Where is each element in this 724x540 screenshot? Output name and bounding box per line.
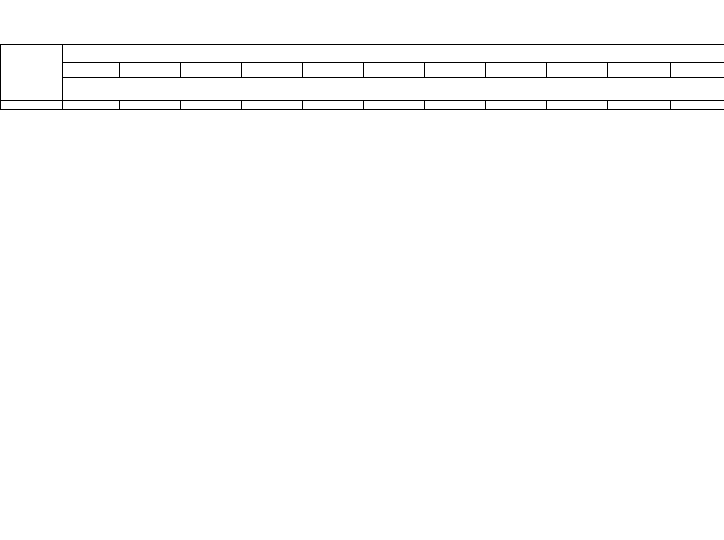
thickness-header-cell	[486, 63, 547, 78]
spacer-cell	[486, 101, 547, 110]
weight-unit-header	[63, 78, 724, 101]
wall-thickness-header	[63, 45, 724, 63]
thickness-header-cell	[425, 63, 486, 78]
od-column-header	[1, 45, 63, 101]
thickness-header-cell	[671, 63, 724, 78]
thickness-header-cell	[364, 63, 425, 78]
thickness-header-cell	[63, 63, 120, 78]
thickness-header-cell	[608, 63, 671, 78]
thickness-header-row	[1, 63, 724, 78]
thickness-header-cell	[547, 63, 608, 78]
spacer-cell	[242, 101, 303, 110]
table-body	[1, 101, 724, 110]
spacer-cell	[425, 101, 486, 110]
spacer-cell	[364, 101, 425, 110]
spacer-cell	[181, 101, 242, 110]
spacer-cell	[120, 101, 181, 110]
spacer-cell	[63, 101, 120, 110]
thickness-header-cell	[120, 63, 181, 78]
thickness-header-cell	[181, 63, 242, 78]
pipe-spec-table	[0, 44, 724, 110]
spacer-cell	[671, 101, 724, 110]
spacer-cell	[303, 101, 364, 110]
spacer-cell	[608, 101, 671, 110]
spacer-cell	[547, 101, 608, 110]
spacer-cell	[1, 101, 63, 110]
thickness-header-cell	[303, 63, 364, 78]
thickness-header-cell	[242, 63, 303, 78]
